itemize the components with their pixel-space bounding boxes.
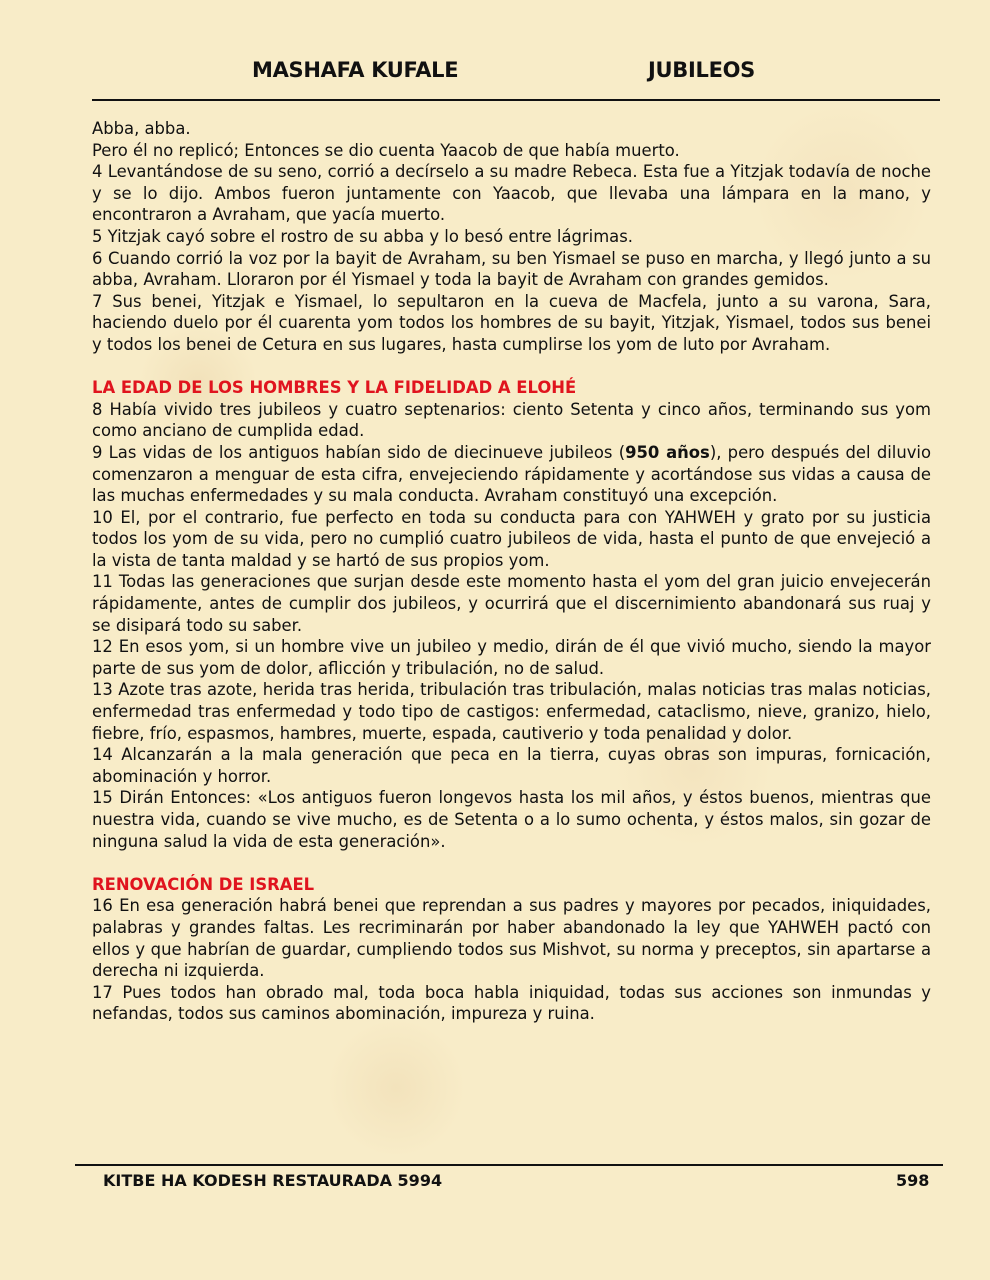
spacer [92, 852, 931, 874]
verse-16: 16 En esa generación habrá benei que reprendan a sus padres y mayores por pecados, iniquidades, palabras y grandes faltas. Les recriminarán por haber abandonado la ley que YAHWEH pactó con ellos y que habrían de guardar, cumpliendo todos sus Mishvot, su norma y preceptos, sin apartarse a derecha ni izquierda. [92, 896, 931, 981]
paragraph: Abba, abba. [92, 119, 191, 138]
verse-4: 4 Levantándose de su seno, corrió a decírselo a su madre Rebeca. Esta fue a Yitzjak todavía de noche y se lo dijo. Ambos fueron juntamente con Yaacob, que llevaba una lámpara en la mano, y encontraron a Avraham, que yacía muerto. [92, 162, 931, 225]
verse-10: 10 El, por el contrario, fue perfecto en toda su conducta para con YAHWEH y grato por su justicia todos los yom de su vida, pero no cumplió cuatro jubileos de vida, hasta el punto de que envejeció a la vista de tanta maldad y se hartó de sus propios yom. [92, 507, 931, 570]
verse-6: 6 Cuando corrió la voz por la bayit de Avraham, su ben Yismael se puso en marcha, y llegó junto a su abba, Avraham. Lloraron por él Yismael y toda la bayit de Avraham con grandes gemidos. [92, 248, 931, 290]
verse-17: 17 Pues todos han obrado mal, toda boca habla iniquidad, todas sus acciones son inmundas y nefandas, todos sus caminos abominación, impureza y ruina. [92, 982, 931, 1024]
verse-13: 13 Azote tras azote, herida tras herida, tribulación tras tribulación, malas noticias tras malas noticias, enfermedad tras enfermedad y todo tipo de castigos: enfermedad, cataclismo, nieve, granizo, hielo, fiebre, frío, espasmos, hambres, muerte, espada, cautiverio y toda penalidad y dolor. [92, 680, 931, 743]
page-number: 598 [896, 1171, 930, 1190]
footer-title: KITBE HA KODESH RESTAURADA 5994 [103, 1171, 443, 1190]
spacer [92, 356, 931, 378]
verse-9-start: 9 Las vidas de los antiguos habían sido de diecinueve jubileos ( [92, 442, 626, 462]
footer-divider [75, 1164, 943, 1166]
section-heading: RENOVACIÓN DE ISRAEL [92, 874, 315, 894]
verse-15: 15 Dirán Entonces: «Los antiguos fueron longevos hasta los mil años, y éstos buenos, mientras que nuestra vida, cuando se vive mucho, es de Setenta o a lo sumo ochenta, y éstos malos, sin gozar de ninguna salud la vida de esta generación». [92, 788, 931, 851]
verse-14: 14 Alcanzarán a la mala generación que peca en la tierra, cuyas obras son impuras, fornicación, abominación y horror. [92, 745, 931, 786]
verse-7: 7 Sus benei, Yitzjak e Yismael, lo sepultaron en la cueva de Macfela, junto a su varona, Sara, haciendo duelo por él cuarenta yom todos los hombres de su bayit, Yitzjak, Yismael, todos sus benei y todos los benei de Cetura en sus lugares, hasta cumplirse los yom de luto por Avraham. [92, 291, 931, 354]
verse-9-end: ), pero después del diluvio comenzaron a menguar de esta cifra, envejeciendo rápidamente y acortándose sus vidas a causa de las muchas enfermedades y su mala conducta. Avraham constituyó una excepción. [92, 442, 931, 506]
verse-11: 11 Todas las generaciones que surjan desde este momento hasta el yom del gran juicio envejecerán rápidamente, antes de cumplir dos jubileos, y ocurrirá que el discernimiento abandonará sus ruaj y se disipará todo su saber. [92, 572, 931, 635]
page-body [92, 118, 931, 1025]
header-divider [92, 99, 940, 101]
header-book-subtitle: JUBILEOS [648, 58, 755, 82]
paragraph: Pero él no replicó; Entonces se dio cuenta Yaacob de que había muerto. [92, 140, 680, 160]
header-book-title: MASHAFA KUFALE [252, 58, 459, 82]
verse-8: 8 Había vivido tres jubileos y cuatro septenarios: ciento Setenta y cinco años, terminando sus yom como anciano de cumplida edad. [92, 399, 931, 441]
page-header [92, 58, 940, 98]
verse-5: 5 Yitzjak cayó sobre el rostro de su abba y lo besó entre lágrimas. [92, 226, 633, 246]
section-heading: LA EDAD DE LOS HOMBRES Y LA FIDELIDAD A ELOHÉ [92, 378, 577, 398]
verse-9 [92, 442, 931, 507]
verse-12: 12 En esos yom, si un hombre vive un jubileo y medio, dirán de él que vivió mucho, siendo la mayor parte de sus yom de dolor, aflicción y tribulación, no de salud. [92, 637, 931, 678]
verse-9-emphasis: 950 años [625, 442, 710, 462]
